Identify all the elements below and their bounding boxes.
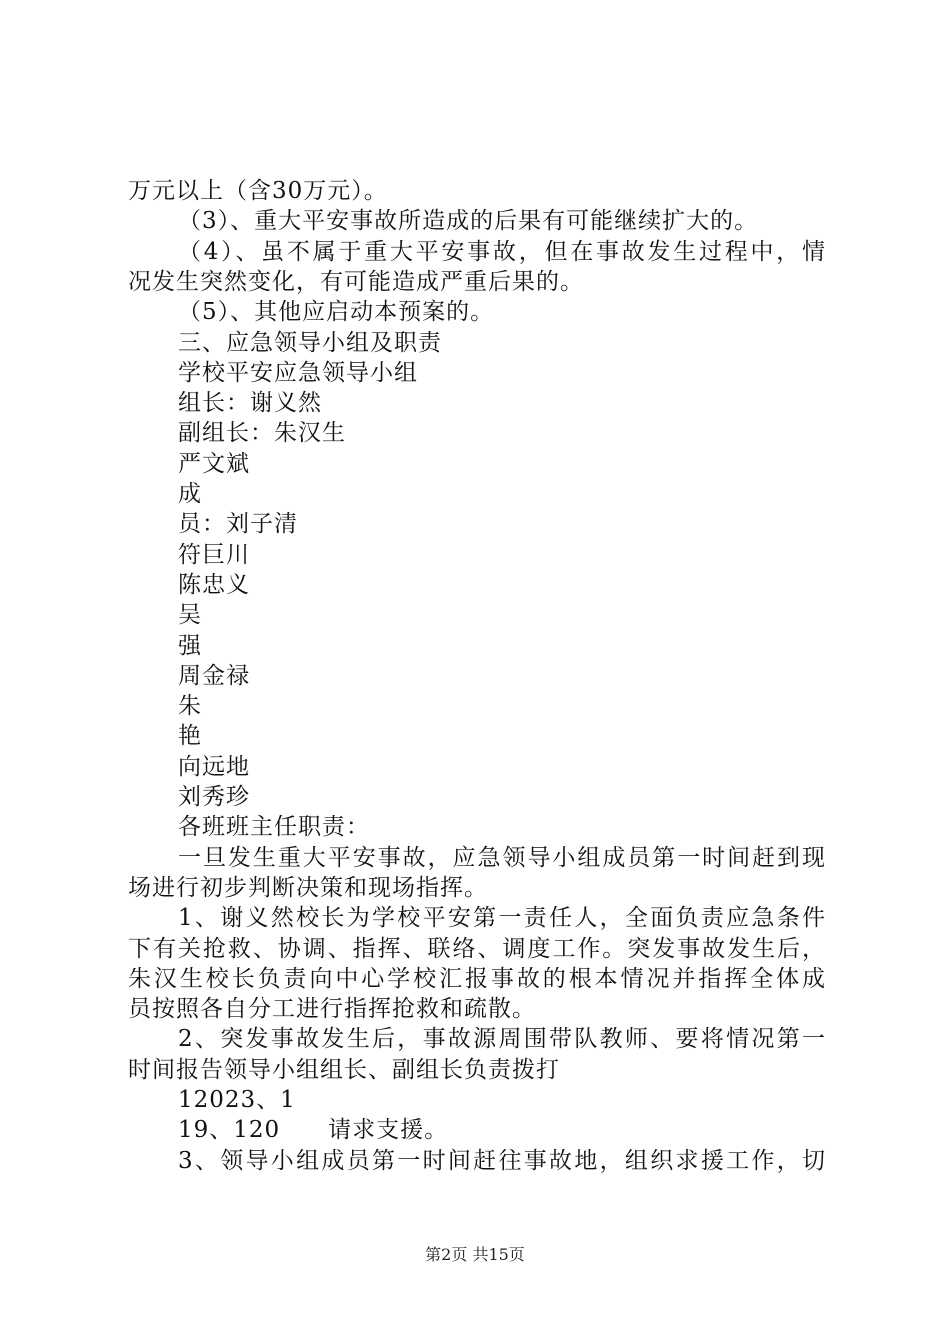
text-line: 陈忠义 xyxy=(178,571,250,598)
text-line: 19、120 请求支援。 xyxy=(178,1117,449,1144)
text-line: 周金禄 xyxy=(178,662,250,689)
text-line: 员按照各自分工进行指挥抢救和疏散。 xyxy=(128,996,536,1023)
text-line: 3、领导小组成员第一时间赶往事故地，组织求援工作，切 xyxy=(178,1147,826,1174)
text-line: 12023、1 xyxy=(178,1087,296,1113)
text-line: 时间报告领导小组组长、副组长负责拨打 xyxy=(128,1056,560,1083)
text-line: 万元以上（含30万元）。 xyxy=(128,178,388,204)
text-line: 符巨川 xyxy=(178,541,250,568)
page-footer: 第2页 共15页 xyxy=(425,1245,525,1264)
text-line: 刘秀珍 xyxy=(178,784,250,810)
text-line: 朱 xyxy=(178,693,202,720)
text-line: 吴 xyxy=(178,602,202,629)
text-line: 各班班主任职责： xyxy=(178,814,370,841)
text-line: 一旦发生重大平安事故，应急领导小组成员第一时间赶到现 xyxy=(178,844,826,871)
text-line: 员：刘子清 xyxy=(178,511,298,538)
text-line: 组长：谢义然 xyxy=(178,390,322,417)
text-line: 艳 xyxy=(178,723,202,750)
text-line: 成 xyxy=(178,481,202,507)
text-line: （5）、其他应启动本预案的。 xyxy=(178,299,495,326)
text-line: 2、突发事故发生后，事故源周围带队教师、要将情况第一 xyxy=(178,1026,826,1053)
text-line: 学校平安应急领导小组 xyxy=(178,359,418,386)
text-line: 三、应急领导小组及职责 xyxy=(178,329,442,356)
text-line: 况发生突然变化，有可能造成严重后果的。 xyxy=(128,268,584,295)
text-line: 下有关抢救、协调、指挥、联络、调度工作。突发事故发生后， xyxy=(128,935,826,962)
text-line: 严文斌 xyxy=(178,450,250,477)
text-line: 副组长：朱汉生 xyxy=(178,420,346,447)
text-line: （4）、虽不属于重大平安事故，但在事故发生过程中，情 xyxy=(178,238,826,265)
text-line: 场进行初步判断决策和现场指挥。 xyxy=(128,874,488,901)
text-line: （3）、重大平安事故所造成的后果有可能继续扩大的。 xyxy=(178,208,759,235)
text-line: 强 xyxy=(178,632,202,659)
text-line: 朱汉生校长负责向中心学校汇报事故的根本情况并指挥全体成 xyxy=(128,965,826,992)
text-line: 向远地 xyxy=(178,753,250,780)
text-line: 1、谢义然校长为学校平安第一责任人，全面负责应急条件 xyxy=(178,905,826,932)
